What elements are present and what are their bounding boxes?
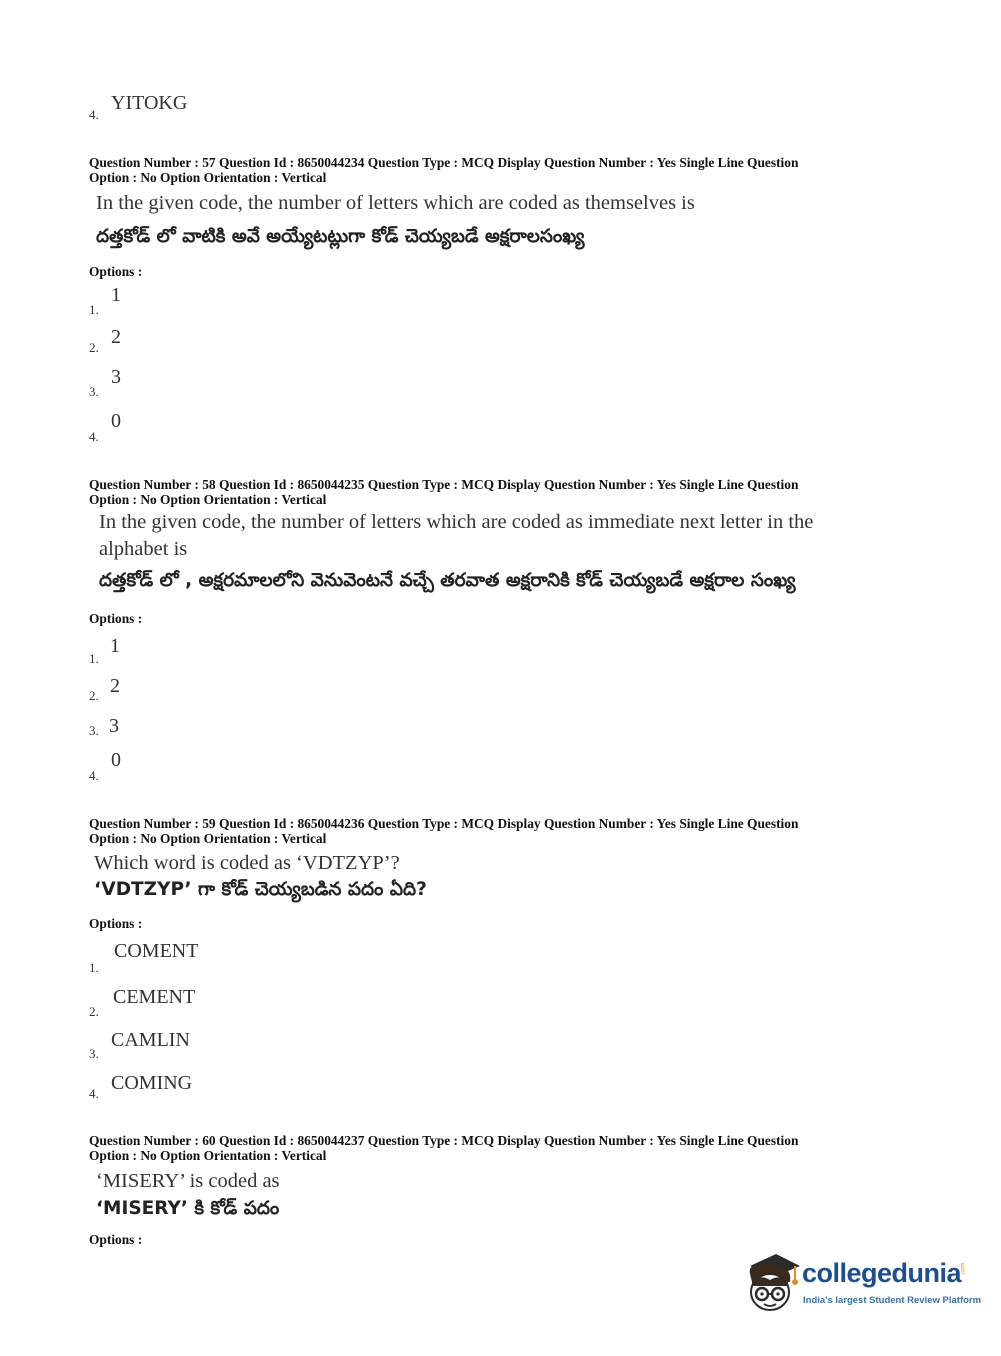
logo-suffix: .com [960,1262,967,1276]
question-text-english: Which word is coded as ‘VDTZYP’? [94,852,400,874]
option-number: 1. [89,302,99,317]
option-number: 3. [89,723,99,738]
option-value: YITOKG [111,92,188,114]
option-value: 1 [110,635,120,657]
option-number: 1. [89,651,99,666]
question-meta: Question Number : 59 Question Id : 8650044236 Question Type : MCQ Display Question Number : Yes Single Line Question Option : No Option Orientation : Vertical [89,816,799,846]
question-text-telugu: ‘VDTZYP’ గా కోడ్ చెయ్యబడిన పదం ఏది? [94,879,427,900]
option-number: 4. [89,107,99,122]
option-number: 2. [89,1004,99,1019]
option-value: 1 [111,284,121,306]
option-number: 2. [89,688,99,703]
question-text-english: ‘MISERY’ is coded as [96,1170,280,1192]
question-text-english: In the given code, the number of letters which are coded as themselves is [96,192,695,214]
question-meta: Question Number : 57 Question Id : 8650044234 Question Type : MCQ Display Question Number : Yes Single Line Question Option : No Option Orientation : Vertical [89,155,799,185]
option-value: 2 [111,326,121,348]
question-text-english: In the given code, the number of letters which are coded as immediate next letter in the [99,511,814,533]
option-value: CEMENT [113,986,196,1008]
mascot-icon [742,1252,804,1316]
option-number: 4. [89,429,99,444]
option-number: 3. [89,1046,99,1061]
option-value: CAMLIN [111,1029,190,1051]
option-value: 3 [111,366,121,388]
option-value: COMENT [114,940,199,962]
question-text-english-cont: alphabet is [99,538,188,560]
options-label: Options : [89,1232,143,1247]
option-value: 0 [111,749,121,771]
options-label: Options : [89,916,143,931]
option-value: COMING [111,1072,193,1094]
question-text-telugu: ‘MISERY’ కి కోడ్ పదం [96,1198,280,1219]
collegedunia-logo [742,1252,982,1316]
question-meta: Question Number : 60 Question Id : 8650044237 Question Type : MCQ Display Question Number : Yes Single Line Question Option : No Option Orientation : Vertical [89,1133,799,1163]
option-number: 4. [89,1086,99,1101]
options-label: Options : [89,611,143,626]
logo-wordmark: collegedunia [802,1258,962,1288]
question-meta: Question Number : 58 Question Id : 8650044235 Question Type : MCQ Display Question Number : Yes Single Line Question Option : No Option Orientation : Vertical [89,477,799,507]
option-value: 3 [109,715,119,737]
options-label: Options : [89,264,143,279]
option-number: 3. [89,384,99,399]
option-value: 2 [110,675,120,697]
logo-tagline: India's largest Student Review Platform [803,1295,982,1306]
option-number: 4. [89,768,99,783]
question-text-telugu: దత్తకోడ్ లో వాటికి అవే అయ్యేటట్లుగా కోడ్ చెయ్యబడే అక్షరాలసంఖ్య [96,226,585,247]
question-text-telugu: దత్తకోడ్ లో , అక్షరమాలలోని వెనువెంటనే వచ్చే తరవాత అక్షరానికి కోడ్ చెయ్యబడే అక్షరాల సంఖ్య [99,570,796,591]
option-number: 1. [89,960,99,975]
option-value: 0 [111,410,121,432]
option-number: 2. [89,340,99,355]
